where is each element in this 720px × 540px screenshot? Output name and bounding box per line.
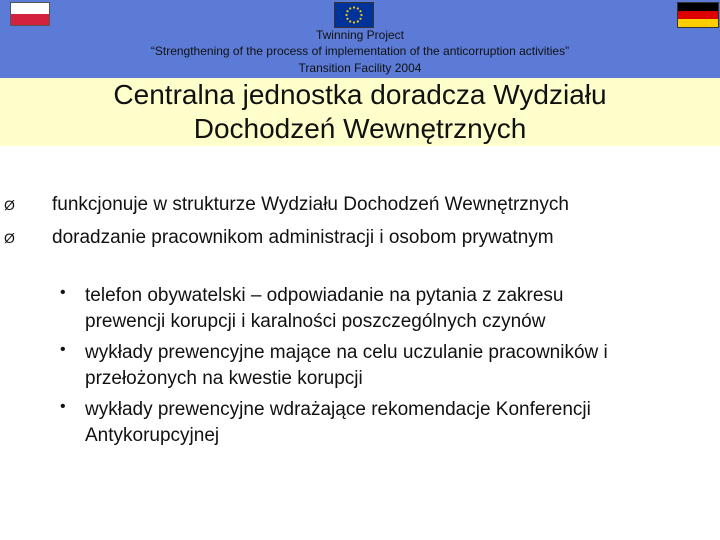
- poland-flag-icon: [10, 2, 50, 26]
- slide-title-line1: Centralna jednostka doradcza Wydziału: [113, 79, 607, 110]
- arrow-bullet-icon: Ø: [4, 230, 15, 246]
- arrow-bullet-icon: Ø: [4, 197, 15, 213]
- sub-list-item: [85, 283, 705, 335]
- header-banner: [0, 0, 720, 78]
- sub-list-item-line: przełożonych na kwestie korupcji: [85, 368, 363, 389]
- project-subtitle: “Strengthening of the process of implementation of the anticorruption activities”: [150, 44, 570, 58]
- sub-list-item-line: wykłady prewencyjne mające na celu uczulanie pracowników i: [85, 342, 608, 363]
- sub-list-item: [85, 397, 705, 449]
- slide-title: [0, 78, 720, 146]
- eu-flag-icon: [334, 2, 374, 28]
- germany-flag-icon: [677, 2, 719, 28]
- sub-list-item: [85, 340, 705, 392]
- sub-list-item-line: telefon obywatelski – odpowiadanie na pytania z zakresu: [85, 285, 564, 306]
- project-programme: Transition Facility 2004: [298, 61, 422, 75]
- sub-list-item-line: Antykorupcyjnej: [85, 425, 220, 446]
- list-item-text: funkcjonuje w strukturze Wydziału Dochodzeń Wewnętrznych: [52, 194, 569, 215]
- bullet-icon: •: [60, 341, 66, 358]
- sub-list-item-line: prewencji korupcji i karalności poszczególnych czynów: [85, 311, 546, 332]
- list-item-text: doradzanie pracownikom administracji i osobom prywatnym: [52, 227, 554, 248]
- slide-title-line2: Dochodzeń Wewnętrznych: [193, 113, 527, 144]
- project-name: Twinning Project: [315, 28, 405, 42]
- eu-stars-icon: [335, 3, 373, 27]
- bullet-icon: •: [60, 284, 66, 301]
- bullet-icon: •: [60, 398, 66, 415]
- sub-list-item-line: wykłady prewencyjne wdrażające rekomendacje Konferencji: [85, 399, 591, 420]
